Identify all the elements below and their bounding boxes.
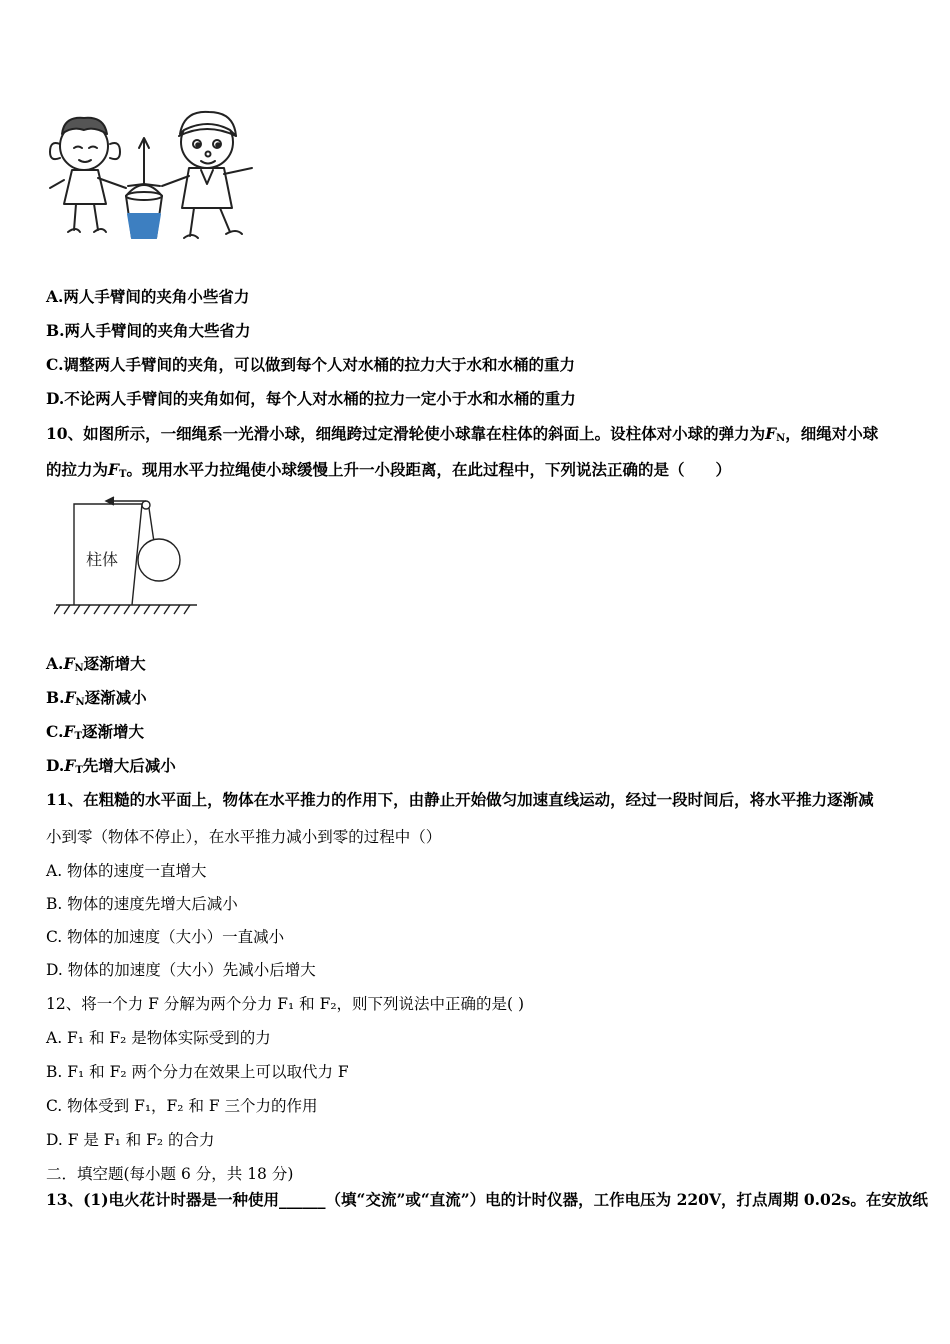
- column-pulley-ball-figure: [54, 492, 199, 617]
- q12-option-c: C. 物体受到 F₁，F₂ 和 F 三个力的作用: [46, 1097, 318, 1115]
- column-label: 柱体: [86, 550, 119, 569]
- q12-option-b: B. F₁ 和 F₂ 两个分力在效果上可以取代力 F: [46, 1063, 349, 1081]
- children-carrying-bucket-figure: [44, 104, 264, 249]
- q10-option-a: $A.F_N$逐渐增大: [46, 654, 146, 674]
- q10-option-c: $C.F_T$逐渐增大: [46, 722, 144, 742]
- q9-option-c: C.调整两人手臂间的夹角，可以做到每个人对水桶的拉力大于水和水桶的重力: [46, 355, 575, 374]
- q13-stem: 13、(1)电火花计时器是一种使用______（填“交流”或“直流”）电的计时仪器，工作电压为 220V，打点周期 0.02s。在安放纸: [46, 1190, 928, 1209]
- q12-stem: 12、将一个力 F 分解为两个分力 F₁ 和 F₂，则下列说法中正确的是( ): [46, 995, 525, 1013]
- q10-stem-line-1: 10、如图所示，一细绳系一光滑小球，细绳跨过定滑轮使小球靠在柱体的斜面上。设柱体对小球的弹力为$F_N$，细绳对小球: [46, 424, 879, 444]
- q9-option-d: D.不论两人手臂间的夹角如何，每个人对水桶的拉力一定小于水和水桶的重力: [46, 389, 576, 408]
- q9-option-a: A.两人手臂间的夹角小些省力: [46, 287, 250, 306]
- q10-option-d: $D.F_T$先增大后减小: [46, 756, 176, 776]
- q11-option-a: A. 物体的速度一直增大: [46, 862, 207, 880]
- q11-option-d: D. 物体的加速度（大小）先减小后增大: [46, 961, 316, 979]
- section-2-title: 二．填空题(每小题 6 分，共 18 分): [46, 1165, 294, 1183]
- q12-option-d: D. F 是 F₁ 和 F₂ 的合力: [46, 1131, 215, 1149]
- q11-stem-line-1: 11、在粗糙的水平面上，物体在水平推力的作用下，由静止开始做匀加速直线运动，经过一段时间后，将水平推力逐渐减: [46, 790, 874, 809]
- q9-option-b: B.两人手臂间的夹角大些省力: [46, 321, 251, 340]
- q10-stem-line-2: 的拉力为$F_T$。现用水平力拉绳使小球缓慢上升一小段距离，在此过程中，下列说法正确的是（ ）: [46, 460, 731, 480]
- q11-option-c: C. 物体的加速度（大小）一直减小: [46, 928, 285, 946]
- q11-option-b: B. 物体的速度先增大后减小: [46, 895, 238, 913]
- q12-option-a: A. F₁ 和 F₂ 是物体实际受到的力: [46, 1029, 271, 1047]
- q11-stem-line-2: 小到零（物体不停止），在水平推力减小到零的过程中（）: [46, 828, 442, 846]
- q10-option-b: $B.F_N$逐渐减小: [46, 688, 147, 708]
